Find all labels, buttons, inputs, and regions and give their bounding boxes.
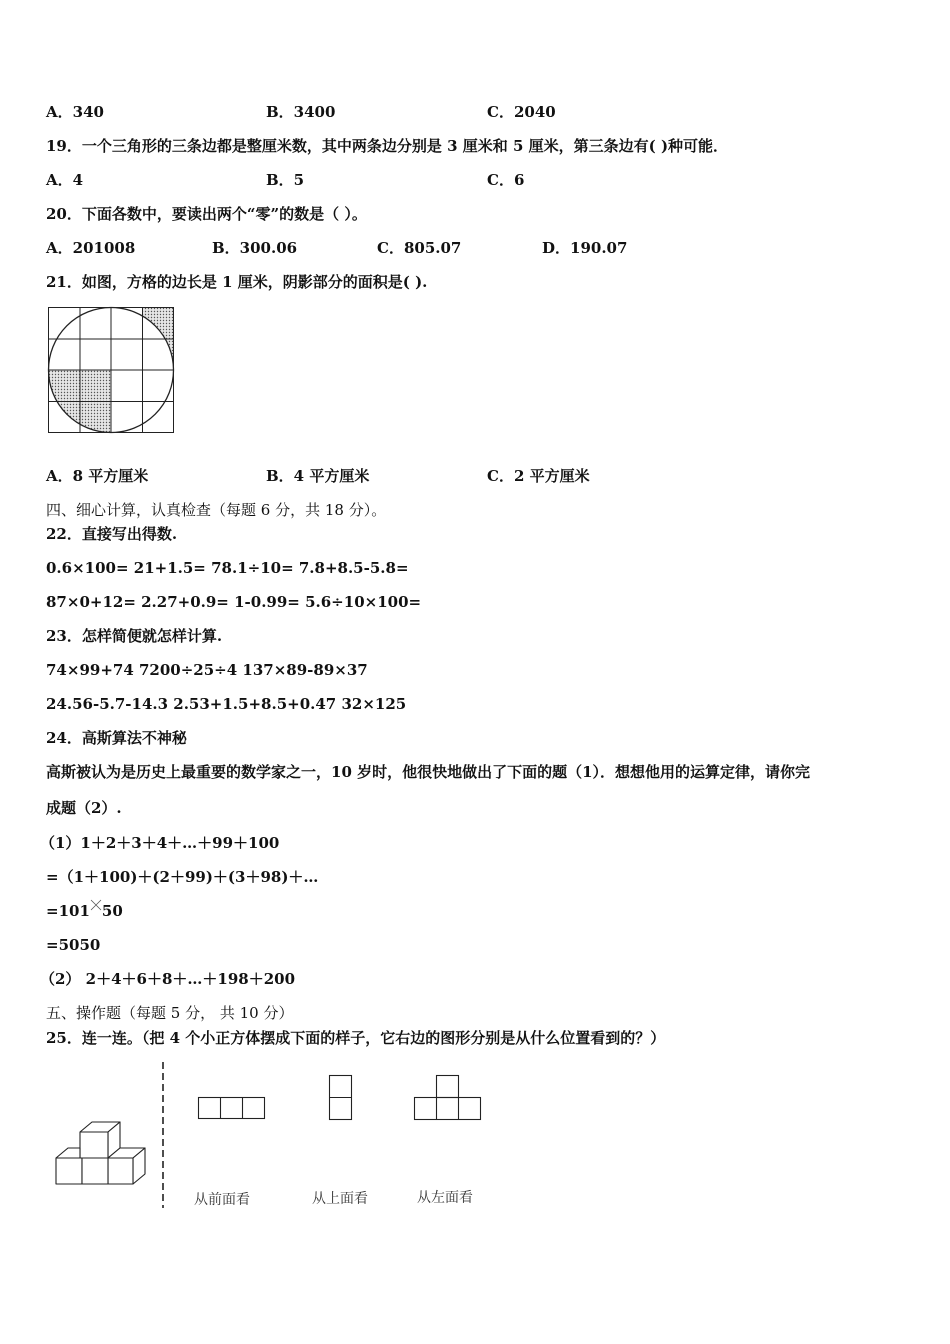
front-view-figure [198, 1097, 266, 1121]
q22-question: 22．直接写出得数. [46, 525, 178, 543]
q24-paragraph-1: 高斯被认为是历史上最重要的数学家之一，10 岁时，他很快地做出了下面的题（1）．想想他用的运算定律，请你完 [46, 763, 811, 781]
q24-paragraph-2: 成题（2）. [46, 799, 122, 817]
q24-step-4: =5050 [46, 936, 101, 954]
q24-step-5: （2） 2＋4＋6＋8＋…＋198＋200 [40, 970, 296, 988]
q20-option-d: D．190.07 [542, 239, 628, 257]
caption-top-view: 从上面看 [312, 1191, 368, 1207]
section-5-title: 五、操作题（每题 5 分， 共 10 分） [46, 1004, 294, 1022]
q19-option-b: B．5 [266, 171, 305, 189]
caption-left-view: 从左面看 [417, 1190, 473, 1206]
q20-option-a: A．201008 [46, 239, 136, 257]
q24-step-3 [46, 901, 123, 921]
q20-question: 20．下面各数中，要读出两个“零”的数是（ ）。 [46, 205, 367, 223]
q21-grid-circle-figure [48, 307, 176, 435]
q24-step-1: （1）1＋2＋3＋4＋…＋99＋100 [40, 834, 280, 852]
q24-title: 24．高斯算法不神秘 [46, 729, 187, 747]
q23-question: 23．怎样简便就怎样计算. [46, 627, 223, 645]
top-view-figure [329, 1075, 353, 1121]
q19-option-a: A．4 [46, 171, 84, 189]
q21-option-a: A．8 平方厘米 [46, 467, 149, 485]
q25-cube-stack-figure [52, 1118, 148, 1194]
left-view-figure [414, 1075, 482, 1121]
caption-front-view: 从前面看 [194, 1192, 250, 1208]
q24-step-3-left: =101 [46, 902, 90, 920]
q20-option-b: B．300.06 [212, 239, 298, 257]
dashed-divider [160, 1062, 166, 1208]
q21-option-b: B．4 平方厘米 [266, 467, 370, 485]
q22-row-2: 87×0+12= 2.27+0.9= 1-0.99= 5.6÷10×100= [46, 593, 422, 611]
q24-step-2: =（1＋100)＋(2＋99)＋(3＋98)＋… [46, 868, 319, 886]
q18-option-c: C．2040 [487, 103, 556, 121]
section-4-title: 四、细心计算，认真检查（每题 6 分，共 18 分）。 [46, 501, 387, 519]
q25-question: 25．连一连。（把 4 个小正方体摆成下面的样子，它右边的图形分别是从什么位置看到的？） [46, 1029, 666, 1047]
q24-step-3-right: 50 [101, 902, 123, 920]
q19-question: 19．一个三角形的三条边都是整厘米数，其中两条边分别是 3 厘米和 5 厘米，第三条边有( )种可能． [46, 137, 729, 155]
q22-row-1: 0.6×100= 21+1.5= 78.1÷10= 7.8+8.5-5.8= [46, 559, 409, 577]
multiply-icon [90, 899, 102, 911]
q23-row-1: 74×99+74 7200÷25÷4 137×89-89×37 [46, 661, 368, 679]
q18-option-a: A．340 [46, 103, 104, 121]
q18-option-b: B．3400 [266, 103, 336, 121]
q19-option-c: C．6 [487, 171, 525, 189]
q20-option-c: C．805.07 [377, 239, 462, 257]
q21-question: 21．如图，方格的边长是 1 厘米，阴影部分的面积是( ). [46, 273, 428, 291]
q21-option-c: C．2 平方厘米 [487, 467, 590, 485]
q23-row-2: 24.56-5.7-14.3 2.53+1.5+8.5+0.47 32×125 [46, 695, 407, 713]
